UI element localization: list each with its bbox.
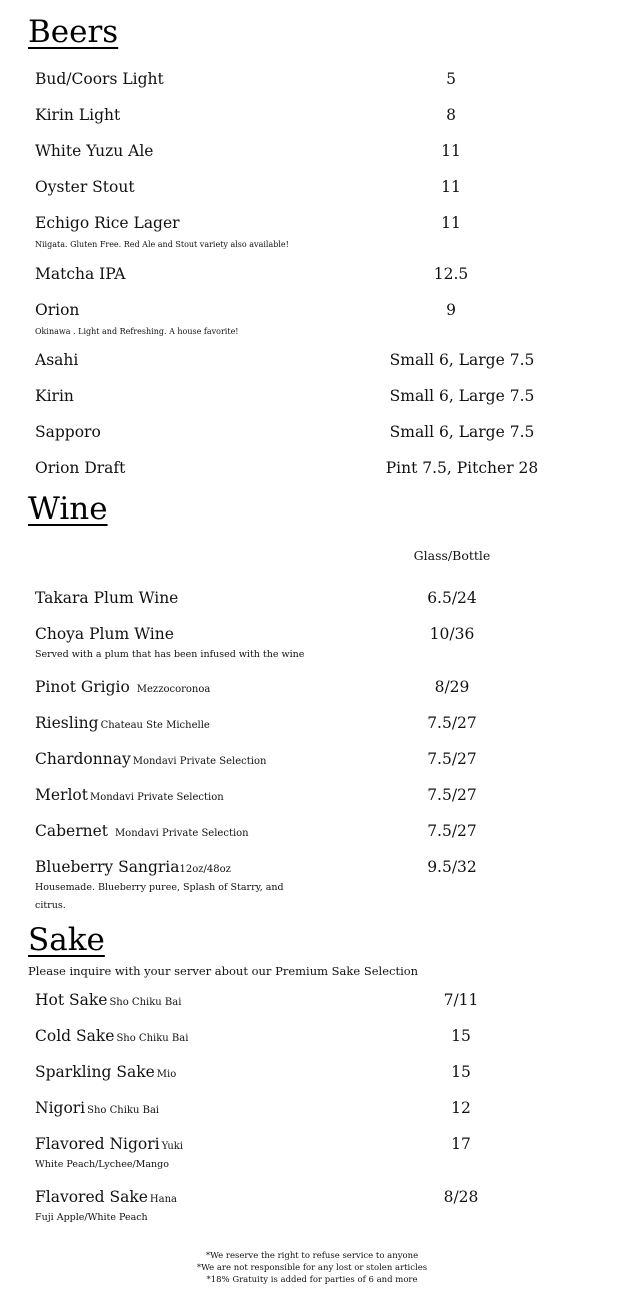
wine-section-title: Wine: [28, 491, 108, 527]
item-price: 9.5/32: [427, 858, 477, 876]
wine-name: Blueberry Sangria: [35, 858, 180, 876]
item-name: [35, 1134, 183, 1157]
item-name: Takara Plum Wine: [35, 589, 179, 607]
sake-name: Hot Sake: [35, 991, 108, 1009]
wine-producer: Mondavi Private Selection: [89, 792, 224, 803]
sake-brand: Sho Chiku Bai: [109, 997, 182, 1008]
item-name: Choya Plum Wine: [35, 625, 174, 643]
item-price: 7/11: [443, 991, 479, 1009]
wine-name: Merlot: [35, 786, 88, 804]
item-price: 11: [441, 142, 461, 160]
footer-note: *We are not responsible for any lost or stolen articles: [196, 1263, 428, 1273]
sake-name: Cold Sake: [35, 1027, 115, 1045]
item-price: 8: [446, 106, 456, 124]
item-name: Orion: [35, 301, 80, 319]
item-price: Small 6, Large 7.5: [389, 387, 535, 405]
item-price: 7.5/27: [427, 822, 477, 840]
item-price: 11: [441, 214, 461, 232]
item-price: 11: [441, 178, 461, 196]
item-name: White Yuzu Ale: [35, 142, 154, 160]
item-price: 17: [451, 1135, 471, 1153]
item-price: 7.5/27: [427, 750, 477, 768]
item-name: [35, 990, 181, 1013]
wine-name: Pinot Grigio: [35, 678, 130, 696]
item-price: 15: [451, 1027, 471, 1045]
item-name: Oyster Stout: [35, 178, 135, 196]
item-price: 12.5: [433, 265, 469, 283]
item-name: Echigo Rice Lager: [35, 214, 180, 232]
item-name: [35, 821, 249, 844]
item-name: [35, 857, 231, 880]
sake-name: Flavored Sake: [35, 1188, 148, 1206]
item-name: [35, 1026, 188, 1049]
item-name: Asahi: [35, 351, 79, 369]
footer-note: *18% Gratuity is added for parties of 6 and more: [206, 1275, 418, 1285]
item-description: White Peach/Lychee/Mango: [35, 1159, 169, 1170]
sake-name: Sparkling Sake: [35, 1063, 155, 1081]
wine-name: Riesling: [35, 714, 99, 732]
wine-name: Chardonnay: [35, 750, 131, 768]
sake-brand: Sho Chiku Bai: [87, 1105, 160, 1116]
wine-producer: Mondavi Private Selection: [132, 756, 267, 767]
item-price: Small 6, Large 7.5: [389, 351, 535, 369]
item-price: 12: [451, 1099, 471, 1117]
beers-section-title: Beers: [28, 14, 119, 50]
item-description: Housemade. Blueberry puree, Splash of Starry, and citrus.: [35, 882, 284, 911]
item-name: [35, 677, 210, 700]
item-price: 5: [446, 70, 456, 88]
footer-note: *We reserve the right to refuse service to anyone: [205, 1251, 419, 1261]
item-name: [35, 1187, 177, 1210]
item-name: [35, 1062, 176, 1085]
sake-brand: Sho Chiku Bai: [116, 1033, 189, 1044]
item-price: 7.5/27: [427, 714, 477, 732]
item-description: Fuji Apple/White Peach: [35, 1212, 148, 1223]
wine-name: Cabernet: [35, 822, 108, 840]
footer-notes: [0, 1250, 624, 1286]
item-name: Kirin Light: [35, 106, 121, 124]
sake-section-title: Sake: [28, 922, 105, 958]
wine-size: 12oz/48oz: [179, 864, 231, 875]
item-description: Okinawa . Light and Refreshing. A house favorite!: [35, 327, 239, 336]
item-price: 9: [446, 301, 456, 319]
wine-producer: Mondavi Private Selection: [114, 828, 249, 839]
item-description: Niigata. Gluten Free. Red Ale and Stout variety also available!: [35, 240, 289, 249]
item-name: Orion Draft: [35, 459, 126, 477]
sake-name: Nigori: [35, 1099, 86, 1117]
item-price: 7.5/27: [427, 786, 477, 804]
item-price: 8/29: [434, 678, 470, 696]
item-price: 6.5/24: [427, 589, 477, 607]
item-name: Sapporo: [35, 423, 101, 441]
item-name: [35, 749, 266, 772]
item-price: 15: [451, 1063, 471, 1081]
sake-brand: Hana: [149, 1194, 177, 1205]
item-name: Matcha IPA: [35, 265, 126, 283]
sake-brand: Mio: [156, 1069, 177, 1080]
sake-name: Flavored Nigori: [35, 1135, 160, 1153]
item-name: Bud/Coors Light: [35, 70, 164, 88]
item-name: [35, 785, 224, 808]
item-name: [35, 713, 210, 736]
wine-producer: Chateau Ste Michelle: [100, 720, 210, 731]
item-name: [35, 1098, 159, 1121]
item-description: Served with a plum that has been infused with the wine: [35, 649, 305, 660]
item-price: Pint 7.5, Pitcher 28: [385, 459, 539, 477]
item-price: 8/28: [443, 1188, 479, 1206]
sake-brand: Yuki: [161, 1141, 184, 1152]
item-price: Small 6, Large 7.5: [389, 423, 535, 441]
glass-bottle-header: Glass/Bottle: [413, 548, 491, 563]
wine-producer: Mezzocoronoa: [136, 684, 211, 695]
item-name: Kirin: [35, 387, 74, 405]
sake-intro: Please inquire with your server about our Premium Sake Selection: [28, 964, 419, 978]
item-price: 10/36: [429, 625, 475, 643]
